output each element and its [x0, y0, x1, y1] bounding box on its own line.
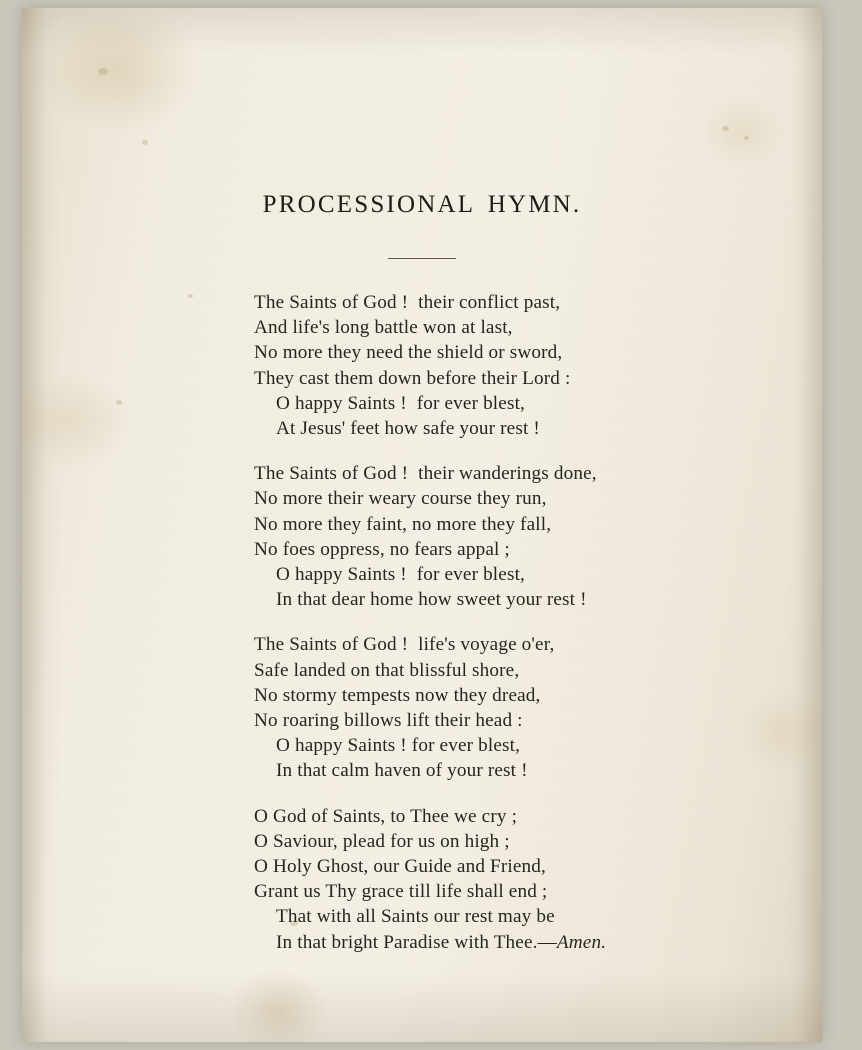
hymn-line: In that bright Paradise with Thee.—Amen.: [276, 931, 607, 953]
hymn-line: And life's long battle won at last,: [254, 317, 513, 339]
page-title: PROCESSIONAL HYMN.: [262, 191, 582, 218]
document-content: [22, 8, 822, 1042]
hymn-line: That with all Saints our rest may be: [276, 906, 555, 928]
hymn-verse: [254, 290, 774, 441]
hymn-line: O God of Saints, to Thee we cry ;: [254, 805, 518, 827]
hymn-line: No roaring billows lift their head :: [254, 710, 523, 732]
hymn-line: No stormy tempests now they dread,: [254, 684, 541, 706]
hymn-line: O happy Saints ! for ever blest,: [276, 564, 526, 586]
hymn-verse: [254, 632, 774, 783]
hymn-line: They cast them down before their Lord :: [254, 367, 571, 389]
hymn-line: In that calm haven of your rest !: [276, 760, 528, 782]
hymn-verse: [254, 461, 774, 612]
hymn-line: The Saints of God ! their wanderings done,: [254, 463, 597, 485]
hymn-line: O happy Saints ! for ever blest,: [276, 735, 521, 757]
hymn-line: No more their weary course they run,: [254, 488, 547, 510]
hymn-line: No more they faint, no more they fall,: [254, 513, 552, 535]
hymn-line: O Saviour, plead for us on high ;: [254, 830, 510, 852]
amen-text: Amen.: [556, 931, 607, 953]
hymn-line: O happy Saints ! for ever blest,: [276, 392, 526, 414]
hymn-line: In that dear home how sweet your rest !: [276, 589, 587, 611]
hymn-verses: [254, 290, 774, 955]
hymn-line: O Holy Ghost, our Guide and Friend,: [254, 856, 546, 878]
title-divider-rule: [388, 258, 456, 259]
paper-page: [22, 8, 822, 1042]
hymn-line: The Saints of God ! their conflict past,: [254, 292, 561, 313]
hymn-line: At Jesus' feet how safe your rest !: [276, 418, 540, 440]
hymn-line: No foes oppress, no fears appal ;: [254, 538, 510, 560]
hymn-line: The Saints of God ! life's voyage o'er,: [254, 634, 555, 656]
hymn-line: No more they need the shield or sword,: [254, 342, 563, 364]
hymn-line: Grant us Thy grace till life shall end ;: [254, 881, 548, 903]
hymn-verse: [254, 804, 774, 955]
hymn-line: Safe landed on that blissful shore,: [254, 659, 520, 681]
